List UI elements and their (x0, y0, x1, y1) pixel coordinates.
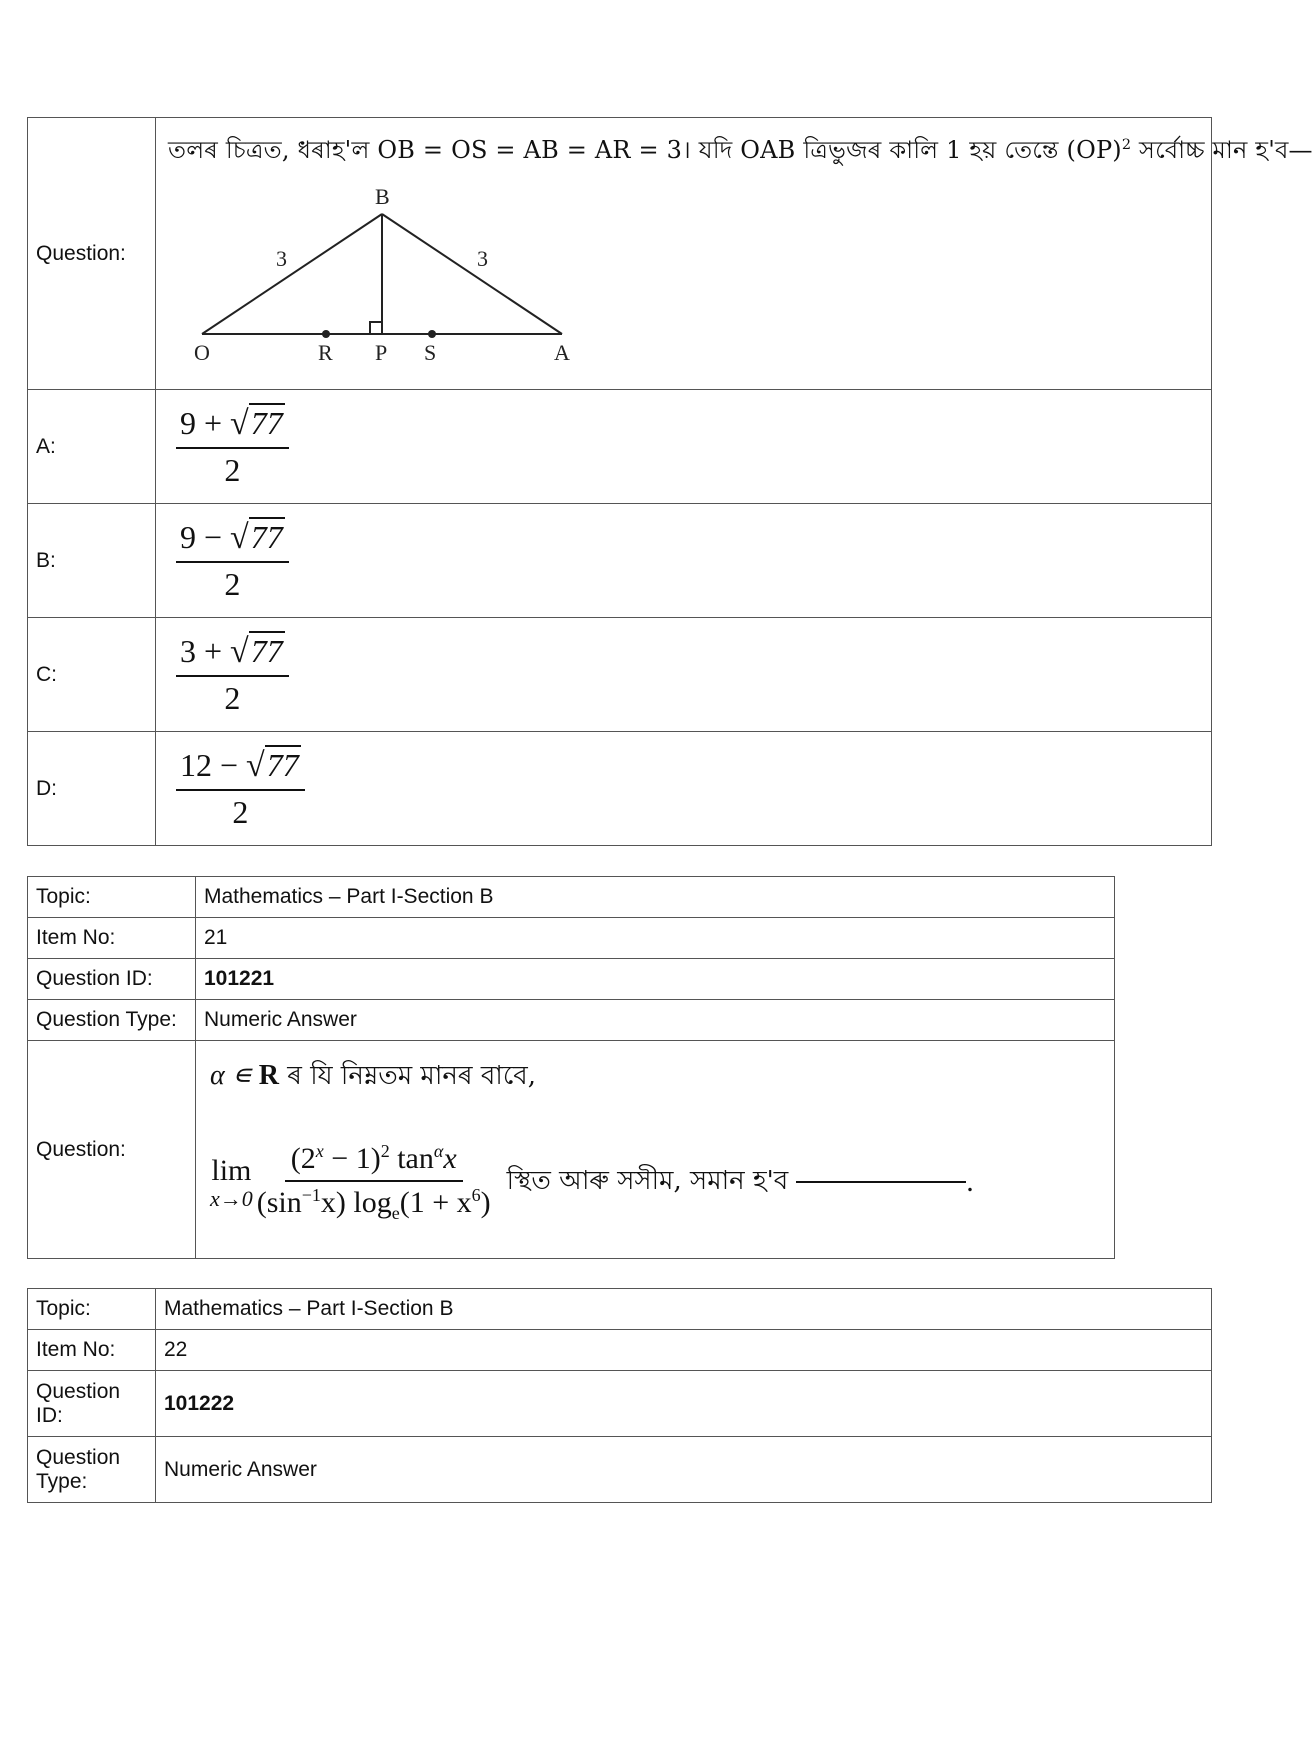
right-angle-mark (370, 322, 382, 334)
question-label: Question: (28, 1041, 196, 1259)
limit-expression: lim x→0 $\frac{(2^x - 1)^2 \tan^\alpha x}{(\sin^{-1}x) \log_e(1 + x^6)}$ স্থিত আৰু সসীম, সমান হ'ব . (210, 1141, 974, 1223)
item-row (28, 1330, 1212, 1371)
option-row-a[interactable] (28, 390, 1212, 504)
option-value (156, 618, 1212, 732)
limit-fraction: $\frac{(2^x - 1)^2 \tan^\alpha x}{(\sin^{-1}x) \log_e(1 + x^6)}$ (256, 1141, 491, 1223)
item-label: Item No: (28, 918, 196, 959)
topic-value: Mathematics – Part I-Section B (156, 1289, 1212, 1330)
topic-label: Topic: (28, 877, 196, 918)
item-row (28, 918, 1115, 959)
label-p: P (375, 340, 388, 365)
question-type-row (28, 1000, 1115, 1041)
question-id-row (28, 1371, 1212, 1437)
option-fraction: $\frac{3 + √77}{2}$ (176, 633, 289, 716)
limit-tail-text: স্থিত আৰু সসীম, সমান হ'ব (506, 1166, 789, 1197)
question-id-value: 101221 (196, 959, 1115, 1000)
question-type-label: Question Type: (28, 1437, 156, 1503)
option-label: D: (28, 732, 156, 846)
question-id-label: Question ID: (28, 1371, 156, 1437)
option-value (156, 732, 1212, 846)
label-side-left: 3 (276, 246, 287, 271)
question-type-label: Question Type: (28, 1000, 196, 1041)
topic-value: Mathematics – Part I-Section B (196, 877, 1115, 918)
side-ba (382, 214, 562, 334)
question-line-1: α ∊ R ৰ যি নিম্নতম মানৰ বাবে, (210, 1060, 537, 1091)
side-ob (202, 214, 382, 334)
label-a: A (554, 340, 570, 365)
point-r (322, 330, 330, 338)
question-id-row (28, 959, 1115, 1000)
question-type-row (28, 1437, 1212, 1503)
question-22-table (27, 1288, 1212, 1503)
option-label: A: (28, 390, 156, 504)
question-label: Question: (28, 118, 156, 390)
question-content (196, 1041, 1115, 1259)
option-row-b[interactable] (28, 504, 1212, 618)
question-text: তলৰ চিত্ৰত, ধৰাহ'ল OB = OS = AB = AR = 3। যদি OAB ত্ৰিভুজৰ কালি 1 হয় তেন্তে (OP)$^2$ সৰ্বোচ্চ মান হ'ব— (168, 136, 1313, 164)
option-row-c[interactable] (28, 618, 1212, 732)
question-21-table (27, 876, 1115, 1259)
option-label: B: (28, 504, 156, 618)
topic-label: Topic: (28, 1289, 156, 1330)
label-r: R (318, 340, 333, 365)
topic-row (28, 877, 1115, 918)
question-id-label: Question ID: (28, 959, 196, 1000)
option-row-d[interactable] (28, 732, 1212, 846)
option-value (156, 390, 1212, 504)
label-o: O (194, 340, 210, 365)
label-side-right: 3 (477, 246, 488, 271)
label-s: S (424, 340, 437, 365)
item-value: 21 (196, 918, 1115, 959)
label-b: B (375, 184, 390, 209)
question-type-value: Numeric Answer (196, 1000, 1115, 1041)
limit-operator: lim x→0 (210, 1153, 253, 1211)
question-row (28, 1041, 1115, 1259)
option-label: C: (28, 618, 156, 732)
answer-blank (796, 1181, 966, 1183)
question-content (156, 118, 1313, 390)
option-fraction: $\frac{12 - √77}{2}$ (176, 747, 305, 830)
question-id-value: 101222 (156, 1371, 1212, 1437)
question-20-table (27, 117, 1313, 846)
option-fraction: $\frac{9 - √77}{2}$ (176, 519, 289, 602)
item-label: Item No: (28, 1330, 156, 1371)
triangle-figure (172, 174, 592, 374)
point-s (428, 330, 436, 338)
question-type-value: Numeric Answer (156, 1437, 1212, 1503)
option-value (156, 504, 1212, 618)
item-value: 22 (156, 1330, 1212, 1371)
topic-row (28, 1289, 1212, 1330)
option-fraction: $\frac{9 + √77}{2}$ (176, 405, 289, 488)
question-row (28, 118, 1212, 390)
